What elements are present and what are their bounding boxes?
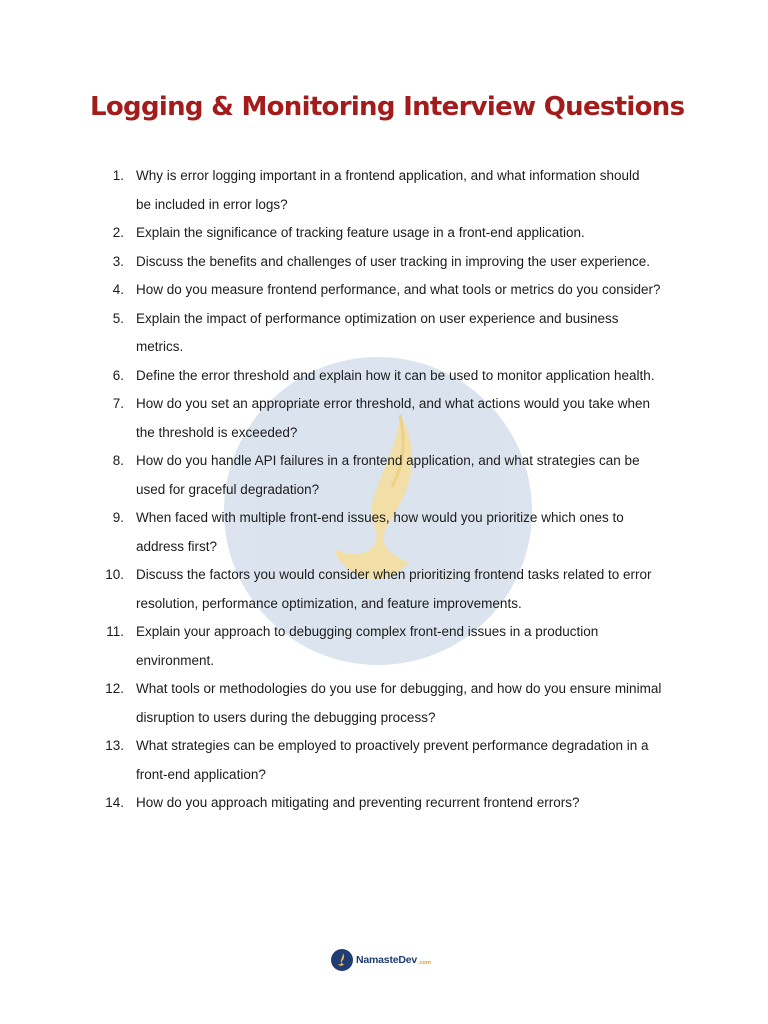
question-text-line: resolution, performance optimization, and feature improvements.: [136, 595, 522, 611]
question-text-line: address first?: [136, 538, 218, 554]
question-text-line: Define the error threshold and explain how it can be used to monitor application health.: [136, 367, 655, 383]
brand-logo: [331, 948, 431, 972]
question-text-line: When faced with multiple front-end issues, how would you prioritize which ones to: [136, 510, 624, 525]
question-text-line: disruption to users during the debugging process?: [136, 709, 436, 725]
question-text-line: the threshold is exceeded?: [136, 424, 298, 440]
question-number: 3.: [112, 253, 124, 269]
brand-icon: [331, 949, 353, 971]
question-number: 2.: [112, 225, 124, 240]
page-title: Logging & Monitoring Interview Questions: [90, 92, 685, 122]
question-text-line: Discuss the factors you would consider when prioritizing frontend tasks related to error: [136, 567, 652, 582]
question-text-line: How do you handle API failures in a frontend application, and what strategies can be: [136, 453, 640, 468]
brand-name: NamasteDev: [356, 954, 418, 966]
question-number: 8.: [112, 453, 124, 468]
question-text-line: Discuss the benefits and challenges of user tracking in improving the user experience.: [136, 253, 651, 269]
question-number: 7.: [112, 396, 124, 411]
question-text-line: How do you approach mitigating and preventing recurrent frontend errors?: [136, 795, 580, 810]
question-text-line: What tools or methodologies do you use for debugging, and how do you ensure minimal: [136, 681, 662, 696]
question-number: 1.: [112, 168, 124, 183]
question-number: 14.: [105, 795, 124, 810]
question-text-line: Explain the significance of tracking feature usage in a front-end application.: [136, 225, 585, 240]
question-text-line: How do you measure frontend performance, and what tools or metrics do you consider?: [136, 282, 661, 297]
question-text-line: metrics.: [136, 339, 184, 354]
question-text-line: What strategies can be employed to proactively prevent performance degradation in a: [136, 738, 649, 753]
question-text-line: environment.: [136, 652, 215, 668]
question-number: 13.: [105, 738, 124, 753]
question-text-line: How do you set an appropriate error threshold, and what actions would you take when: [136, 396, 651, 411]
question-number: 10.: [105, 567, 124, 582]
question-number: 5.: [112, 310, 124, 326]
question-text-line: be included in error logs?: [136, 196, 288, 212]
brand-suffix: .com: [418, 959, 431, 966]
question-number: 11.: [106, 624, 124, 639]
question-number: 4.: [112, 282, 124, 297]
question-number: 6.: [112, 367, 124, 383]
question-number: 9.: [112, 510, 124, 525]
question-text-line: Explain your approach to debugging complex front-end issues in a production: [136, 624, 599, 639]
question-number: 12.: [105, 681, 124, 696]
question-text-line: front-end application?: [136, 766, 266, 782]
question-text-line: Explain the impact of performance optimization on user experience and business: [136, 310, 619, 326]
question-text-line: Why is error logging important in a frontend application, and what information should: [136, 168, 640, 183]
question-text-line: used for graceful degradation?: [136, 481, 320, 497]
